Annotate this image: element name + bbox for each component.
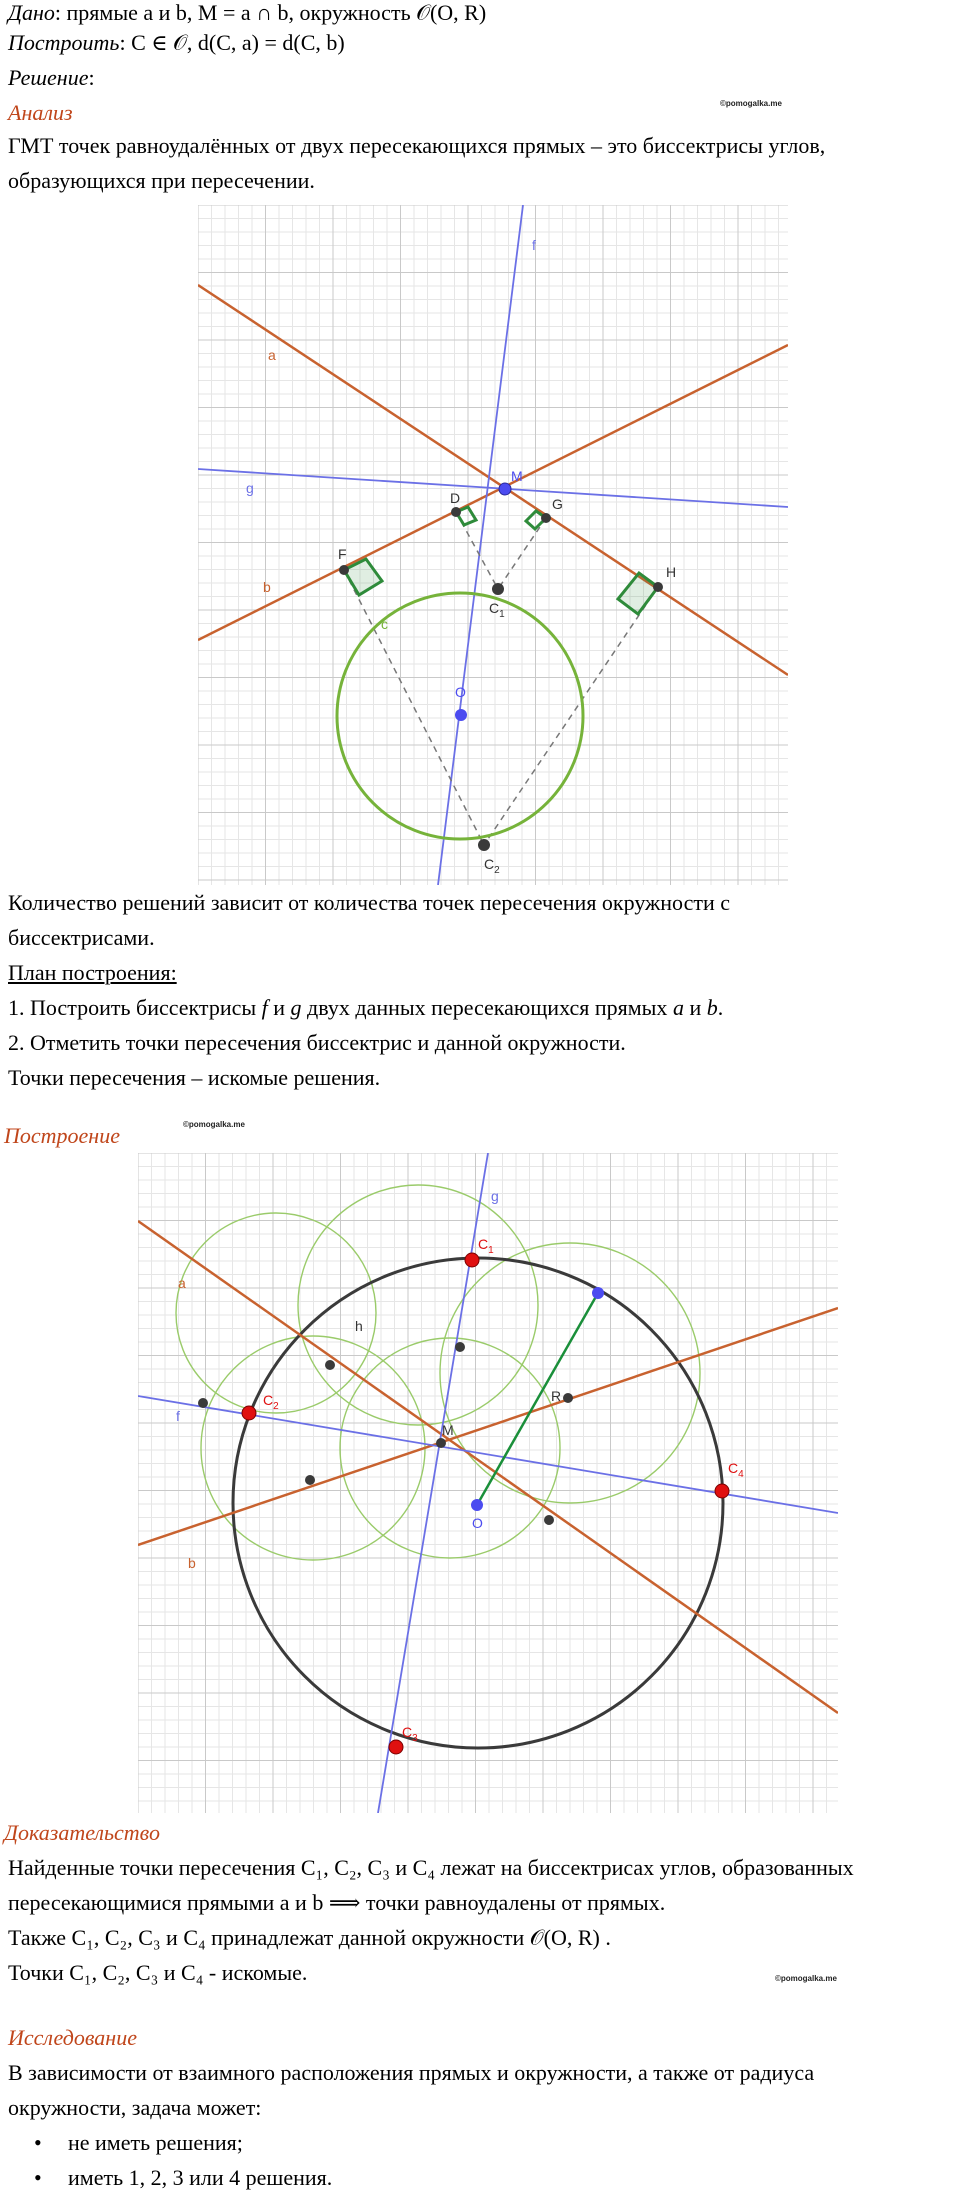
bisector-f — [438, 205, 523, 885]
research-bullet: • не иметь решения; — [34, 2130, 243, 2156]
research-text-1: В зависимости от взаимного расположения прямых и окружности, а также от радиуса — [8, 2060, 815, 2085]
label-h: H — [666, 564, 677, 580]
label-c2-2: $C_2$ — [263, 1392, 279, 1412]
construct-label: Построить — [8, 30, 120, 55]
line-b-2 — [138, 1308, 838, 1545]
point-c2 — [478, 839, 490, 851]
label-g: g — [246, 480, 254, 496]
proof-text-4: Точки C₁, C₂, C₃ и C₄ - искомые. — [8, 1960, 308, 1985]
label-f: f — [532, 237, 536, 253]
solution-label: Решение — [8, 65, 89, 90]
point-h — [653, 582, 663, 592]
label-a: a — [268, 347, 276, 363]
count-text-2: биссектрисами. — [8, 925, 155, 950]
count-text-1: Количество решений зависит от количества точек пересечения окружности с — [8, 890, 730, 915]
label-m-2: M — [442, 1422, 454, 1438]
plan-step-3: Точки пересечения – искомые решения. — [8, 1065, 381, 1090]
solution-point-c1 — [465, 1253, 479, 1267]
label-b: b — [263, 579, 271, 595]
label-c4-2: $C_4$ — [728, 1460, 744, 1480]
plan-step-1: 1. Построить биссектрисы f и g двух данных пересекающихся прямых a и b. — [8, 995, 724, 1020]
label-c1: $C_1$ — [489, 600, 505, 620]
solution-text: : — [88, 65, 95, 90]
label-f-point: F — [338, 546, 347, 562]
given-label: Дано — [8, 0, 55, 25]
point-r — [563, 1393, 573, 1403]
label-c2: $C_2$ — [484, 856, 500, 876]
watermark-3: ©pomogalka.me — [775, 1974, 837, 1983]
watermark-2: ©pomogalka.me — [183, 1120, 245, 1129]
point-c1 — [492, 583, 504, 595]
point-f — [339, 565, 349, 575]
line-b — [198, 345, 788, 640]
research-heading: Исследование — [8, 2025, 137, 2050]
given-line — [8, 0, 486, 26]
research-text-2: окружности, задача может: — [8, 2095, 262, 2120]
intersection-point — [198, 1398, 208, 1408]
point-m-2 — [436, 1438, 446, 1448]
analysis-text-1: ГМТ точек равноудалённых от двух пересекающихся прямых – это биссектрисы углов, — [8, 133, 826, 158]
point-o — [455, 709, 467, 721]
label-b-2: b — [188, 1555, 196, 1571]
label-o-2: O — [472, 1515, 483, 1531]
research-bullet: • иметь 1, 2, 3 или 4 решения. — [34, 2165, 332, 2191]
construct-text: : C ∈ 𝒪, d(C, a) = d(C, b) — [119, 30, 345, 55]
label-f-2: f — [176, 1408, 180, 1424]
watermark: ©pomogalka.me — [720, 99, 782, 108]
intersection-point — [544, 1515, 554, 1525]
solution-point-c3 — [389, 1740, 403, 1754]
given-text: : прямые a и b, M = a ∩ b, окружность 𝒪(O, R) — [54, 0, 487, 25]
plan-heading: План построения: — [8, 960, 177, 985]
label-a-2: a — [178, 1275, 186, 1291]
radius-segment — [477, 1293, 598, 1505]
proof-text-3: Также C₁, C₂, C₃ и C₄ принадлежат данной окружности 𝒪(O, R) . — [8, 1925, 611, 1950]
intersection-point — [305, 1475, 315, 1485]
point-o-2 — [471, 1499, 483, 1511]
label-d: D — [450, 490, 461, 506]
construct-line — [8, 30, 345, 56]
proof-text-2: пересекающимися прямыми a и b ⟹ точки равноудалены от прямых. — [8, 1890, 666, 1915]
proof-heading: Доказательство — [4, 1820, 160, 1845]
label-m: M — [511, 468, 523, 484]
intersection-point — [455, 1342, 465, 1352]
label-h-2: h — [355, 1318, 363, 1334]
solution-point-c2 — [242, 1406, 256, 1420]
label-c3-2: $C_3$ — [402, 1724, 418, 1744]
label-r: R — [551, 1388, 562, 1404]
point-g — [541, 513, 551, 523]
label-g-point: G — [552, 496, 563, 512]
intersection-point — [325, 1360, 335, 1370]
label-c1-2: $C_1$ — [478, 1236, 494, 1256]
figure-construction — [138, 1153, 838, 1813]
analysis-text-2: образующихся при пересечении. — [8, 168, 315, 193]
proof-text-1: Найденные точки пересечения C₁, C₂, C₃ и C₄ лежат на биссектрисах углов, образованных — [8, 1855, 854, 1880]
radius-end-point — [592, 1287, 604, 1299]
point-m — [499, 483, 511, 495]
plan-step-2: 2. Отметить точки пересечения биссектрис и данной окружности. — [8, 1030, 626, 1055]
solution-point-c4 — [715, 1484, 729, 1498]
construction-heading: Построение — [4, 1123, 120, 1148]
analysis-heading: Анализ — [8, 100, 73, 125]
right-angle-mark-h — [618, 573, 658, 614]
label-g-2: g — [491, 1188, 499, 1204]
label-o: O — [455, 684, 466, 700]
solution-line — [8, 65, 95, 91]
line-a — [198, 285, 788, 675]
label-c: c — [381, 616, 388, 632]
point-d — [451, 507, 461, 517]
figure-analysis — [198, 205, 788, 885]
